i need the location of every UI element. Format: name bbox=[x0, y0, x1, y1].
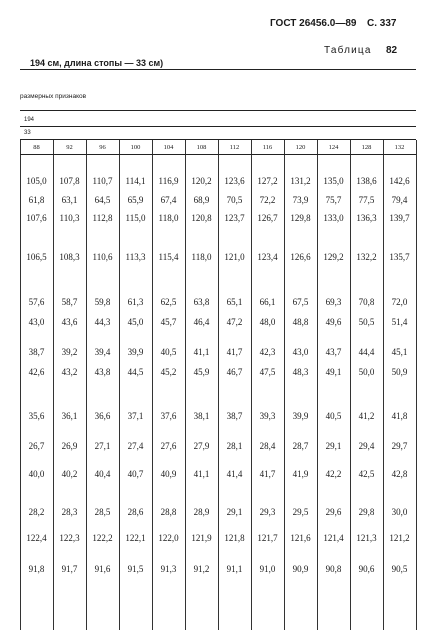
table-cell: 29,6 bbox=[325, 507, 342, 517]
table-cell: 58,7 bbox=[61, 297, 78, 307]
table-cell: 42,3 bbox=[259, 347, 276, 357]
table-cell: 27,9 bbox=[193, 441, 210, 451]
column-header: 88 bbox=[33, 144, 40, 151]
table-cell: 63,8 bbox=[193, 297, 210, 307]
column-header: 96 bbox=[99, 144, 106, 151]
table-cell: 49,1 bbox=[325, 367, 342, 377]
column-separator bbox=[416, 140, 417, 630]
table-cell: 69,3 bbox=[325, 297, 342, 307]
table-cell: 29,1 bbox=[226, 507, 243, 517]
table-cell: 113,3 bbox=[125, 252, 146, 262]
table-cell: 57,6 bbox=[28, 297, 45, 307]
table-cell: 37,1 bbox=[127, 411, 144, 421]
table-cell: 46,4 bbox=[193, 317, 210, 327]
table-cell: 121,9 bbox=[191, 533, 212, 543]
column-header: 124 bbox=[328, 144, 339, 151]
table-cell: 68,9 bbox=[193, 195, 210, 205]
table-cell: 105,0 bbox=[26, 176, 47, 186]
size-rule-1 bbox=[20, 126, 416, 127]
size-label-33: 33 bbox=[24, 130, 31, 136]
column-header: 112 bbox=[229, 144, 240, 151]
table-cell: 28,4 bbox=[259, 441, 276, 451]
table-cell: 123,7 bbox=[224, 213, 245, 223]
table-cell: 39,9 bbox=[127, 347, 144, 357]
table-cell: 41,2 bbox=[358, 411, 375, 421]
table-cell: 39,2 bbox=[61, 347, 78, 357]
column-header: 128 bbox=[361, 144, 372, 151]
table-cell: 116,9 bbox=[158, 176, 179, 186]
table-cell: 63,1 bbox=[61, 195, 78, 205]
table-row bbox=[20, 367, 416, 379]
label-rule bbox=[20, 110, 416, 111]
table-cell: 29,5 bbox=[292, 507, 309, 517]
table-cell: 107,8 bbox=[59, 176, 80, 186]
table-cell: 42,5 bbox=[358, 469, 375, 479]
table-cell: 45,7 bbox=[160, 317, 177, 327]
table-cell: 46,7 bbox=[226, 367, 243, 377]
table-cell: 135,7 bbox=[389, 252, 410, 262]
column-header: 116 bbox=[262, 144, 273, 151]
page-number: С. 337 bbox=[367, 18, 397, 29]
table-row bbox=[20, 213, 416, 225]
table-cell: 45,1 bbox=[391, 347, 408, 357]
table-cell: 91,0 bbox=[259, 564, 276, 574]
table-cell: 27,1 bbox=[94, 441, 111, 451]
table-row bbox=[20, 176, 416, 188]
table-cell: 123,4 bbox=[257, 252, 278, 262]
table-cell: 42,2 bbox=[325, 469, 342, 479]
table-cell: 29,3 bbox=[259, 507, 276, 517]
table-cell: 90,8 bbox=[325, 564, 342, 574]
table-cell: 126,6 bbox=[290, 252, 311, 262]
table-cell: 40,5 bbox=[160, 347, 177, 357]
table-cell: 28,7 bbox=[292, 441, 309, 451]
column-header: 100 bbox=[130, 144, 141, 151]
table-cell: 122,3 bbox=[59, 533, 80, 543]
table-cell: 90,5 bbox=[391, 564, 408, 574]
table-cell: 27,6 bbox=[160, 441, 177, 451]
table-row bbox=[20, 195, 416, 207]
table-cell: 41,1 bbox=[193, 347, 210, 357]
table-cell: 29,1 bbox=[325, 441, 342, 451]
table-cell: 64,5 bbox=[94, 195, 111, 205]
table-cell: 91,2 bbox=[193, 564, 210, 574]
table-cell: 121,4 bbox=[323, 533, 344, 543]
table-cell: 41,7 bbox=[259, 469, 276, 479]
table-cell: 28,8 bbox=[160, 507, 177, 517]
table-cell: 122,2 bbox=[92, 533, 113, 543]
table-row bbox=[20, 507, 416, 519]
measurement-table bbox=[20, 140, 416, 630]
table-cell: 40,9 bbox=[160, 469, 177, 479]
table-cell: 120,8 bbox=[191, 213, 212, 223]
table-cell: 118,0 bbox=[191, 252, 212, 262]
table-cell: 39,4 bbox=[94, 347, 111, 357]
column-header: 120 bbox=[295, 144, 306, 151]
table-cell: 30,0 bbox=[391, 507, 408, 517]
table-cell: 90,9 bbox=[292, 564, 309, 574]
table-cell: 121,2 bbox=[389, 533, 410, 543]
table-cell: 91,3 bbox=[160, 564, 177, 574]
table-cell: 73,9 bbox=[292, 195, 309, 205]
table-continuation-heading: 194 см, длина стопы — 33 см) bbox=[30, 58, 164, 68]
table-cell: 61,8 bbox=[28, 195, 45, 205]
table-cell: 41,1 bbox=[193, 469, 210, 479]
table-cell: 41,9 bbox=[292, 469, 309, 479]
table-cell: 121,8 bbox=[224, 533, 245, 543]
table-row bbox=[20, 347, 416, 359]
table-cell: 115,0 bbox=[125, 213, 146, 223]
table-cell: 28,5 bbox=[94, 507, 111, 517]
table-cell: 90,6 bbox=[358, 564, 375, 574]
table-cell: 38,7 bbox=[28, 347, 45, 357]
table-cell: 65,9 bbox=[127, 195, 144, 205]
table-cell: 59,8 bbox=[94, 297, 111, 307]
table-cell: 132,2 bbox=[356, 252, 377, 262]
table-cell: 29,8 bbox=[358, 507, 375, 517]
table-cell: 28,1 bbox=[226, 441, 243, 451]
table-cell: 112,8 bbox=[92, 213, 113, 223]
table-cell: 48,8 bbox=[292, 317, 309, 327]
table-cell: 41,7 bbox=[226, 347, 243, 357]
table-cell: 28,6 bbox=[127, 507, 144, 517]
table-cell: 142,6 bbox=[389, 176, 410, 186]
table-cell: 38,7 bbox=[226, 411, 243, 421]
table-cell: 136,3 bbox=[356, 213, 377, 223]
table-cell: 70,5 bbox=[226, 195, 243, 205]
table-cell: 51,4 bbox=[391, 317, 408, 327]
table-cell: 40,0 bbox=[28, 469, 45, 479]
table-cell: 75,7 bbox=[325, 195, 342, 205]
table-cell: 120,2 bbox=[191, 176, 212, 186]
table-cell: 45,2 bbox=[160, 367, 177, 377]
table-cell: 62,5 bbox=[160, 297, 177, 307]
table-cell: 27,4 bbox=[127, 441, 144, 451]
table-cell: 29,7 bbox=[391, 441, 408, 451]
header-bottom-rule bbox=[20, 154, 416, 155]
table-caption: Таблица bbox=[324, 45, 372, 56]
table-cell: 129,2 bbox=[323, 252, 344, 262]
table-cell: 26,9 bbox=[61, 441, 78, 451]
table-cell: 28,3 bbox=[61, 507, 78, 517]
table-cell: 26,7 bbox=[28, 441, 45, 451]
table-cell: 29,4 bbox=[358, 441, 375, 451]
table-cell: 41,8 bbox=[391, 411, 408, 421]
table-row bbox=[20, 441, 416, 453]
table-cell: 45,9 bbox=[193, 367, 210, 377]
table-cell: 44,4 bbox=[358, 347, 375, 357]
table-cell: 114,1 bbox=[125, 176, 146, 186]
table-cell: 47,2 bbox=[226, 317, 243, 327]
table-cell: 131,2 bbox=[290, 176, 311, 186]
table-cell: 43,7 bbox=[325, 347, 342, 357]
table-cell: 66,1 bbox=[259, 297, 276, 307]
table-cell: 110,3 bbox=[59, 213, 80, 223]
table-cell: 77,5 bbox=[358, 195, 375, 205]
table-cell: 110,6 bbox=[92, 252, 113, 262]
table-cell: 121,7 bbox=[257, 533, 278, 543]
table-row bbox=[20, 533, 416, 545]
table-cell: 72,0 bbox=[391, 297, 408, 307]
table-cell: 41,4 bbox=[226, 469, 243, 479]
column-header: 104 bbox=[163, 144, 174, 151]
table-cell: 123,6 bbox=[224, 176, 245, 186]
table-cell: 65,1 bbox=[226, 297, 243, 307]
table-cell: 122,4 bbox=[26, 533, 47, 543]
table-cell: 61,3 bbox=[127, 297, 144, 307]
table-number: 82 bbox=[386, 45, 398, 56]
table-cell: 49,6 bbox=[325, 317, 342, 327]
table-cell: 43,0 bbox=[292, 347, 309, 357]
standard-code: ГОСТ 26456.0—89 bbox=[270, 18, 357, 29]
size-label-194: 194 bbox=[24, 117, 35, 123]
table-cell: 126,7 bbox=[257, 213, 278, 223]
table-cell: 122,1 bbox=[125, 533, 146, 543]
table-cell: 43,8 bbox=[94, 367, 111, 377]
table-cell: 79,4 bbox=[391, 195, 408, 205]
table-cell: 106,5 bbox=[26, 252, 47, 262]
table-cell: 43,2 bbox=[61, 367, 78, 377]
table-cell: 72,2 bbox=[259, 195, 276, 205]
table-cell: 35,6 bbox=[28, 411, 45, 421]
table-cell: 127,2 bbox=[257, 176, 278, 186]
top-rule bbox=[20, 69, 416, 70]
table-cell: 50,9 bbox=[391, 367, 408, 377]
table-cell: 38,1 bbox=[193, 411, 210, 421]
table-cell: 40,2 bbox=[61, 469, 78, 479]
table-cell: 48,0 bbox=[259, 317, 276, 327]
table-cell: 138,6 bbox=[356, 176, 377, 186]
table-cell: 107,6 bbox=[26, 213, 47, 223]
table-cell: 44,5 bbox=[127, 367, 144, 377]
table-cell: 139,7 bbox=[389, 213, 410, 223]
table-cell: 48,3 bbox=[292, 367, 309, 377]
table-row bbox=[20, 297, 416, 309]
table-cell: 50,0 bbox=[358, 367, 375, 377]
table-cell: 37,6 bbox=[160, 411, 177, 421]
table-cell: 28,2 bbox=[28, 507, 45, 517]
table-cell: 70,8 bbox=[358, 297, 375, 307]
table-cell: 108,3 bbox=[59, 252, 80, 262]
table-cell: 115,4 bbox=[158, 252, 179, 262]
table-cell: 121,0 bbox=[224, 252, 245, 262]
table-cell: 91,8 bbox=[28, 564, 45, 574]
table-cell: 129,8 bbox=[290, 213, 311, 223]
column-header: 108 bbox=[196, 144, 207, 151]
table-cell: 47,5 bbox=[259, 367, 276, 377]
table-cell: 39,3 bbox=[259, 411, 276, 421]
table-cell: 121,3 bbox=[356, 533, 377, 543]
table-cell: 67,4 bbox=[160, 195, 177, 205]
table-cell: 43,6 bbox=[61, 317, 78, 327]
table-cell: 40,5 bbox=[325, 411, 342, 421]
table-cell: 67,5 bbox=[292, 297, 309, 307]
table-cell: 40,4 bbox=[94, 469, 111, 479]
table-row bbox=[20, 469, 416, 481]
table-row bbox=[20, 564, 416, 576]
table-cell: 45,0 bbox=[127, 317, 144, 327]
table-cell: 42,6 bbox=[28, 367, 45, 377]
table-row bbox=[20, 411, 416, 423]
table-cell: 110,7 bbox=[92, 176, 113, 186]
table-cell: 40,7 bbox=[127, 469, 144, 479]
column-header: 132 bbox=[394, 144, 405, 151]
table-cell: 118,0 bbox=[158, 213, 179, 223]
table-cell: 91,5 bbox=[127, 564, 144, 574]
features-label: размерных признаков bbox=[20, 93, 87, 100]
table-cell: 36,1 bbox=[61, 411, 78, 421]
table-cell: 91,1 bbox=[226, 564, 243, 574]
table-cell: 122,0 bbox=[158, 533, 179, 543]
table-cell: 91,6 bbox=[94, 564, 111, 574]
table-cell: 135,0 bbox=[323, 176, 344, 186]
table-cell: 91,7 bbox=[61, 564, 78, 574]
table-cell: 133,0 bbox=[323, 213, 344, 223]
table-cell: 43,0 bbox=[28, 317, 45, 327]
table-cell: 121,6 bbox=[290, 533, 311, 543]
table-cell: 42,8 bbox=[391, 469, 408, 479]
table-row bbox=[20, 317, 416, 329]
table-row bbox=[20, 252, 416, 264]
table-cell: 36,6 bbox=[94, 411, 111, 421]
table-cell: 28,9 bbox=[193, 507, 210, 517]
column-header: 92 bbox=[66, 144, 73, 151]
table-cell: 44,3 bbox=[94, 317, 111, 327]
table-cell: 39,9 bbox=[292, 411, 309, 421]
table-cell: 50,5 bbox=[358, 317, 375, 327]
